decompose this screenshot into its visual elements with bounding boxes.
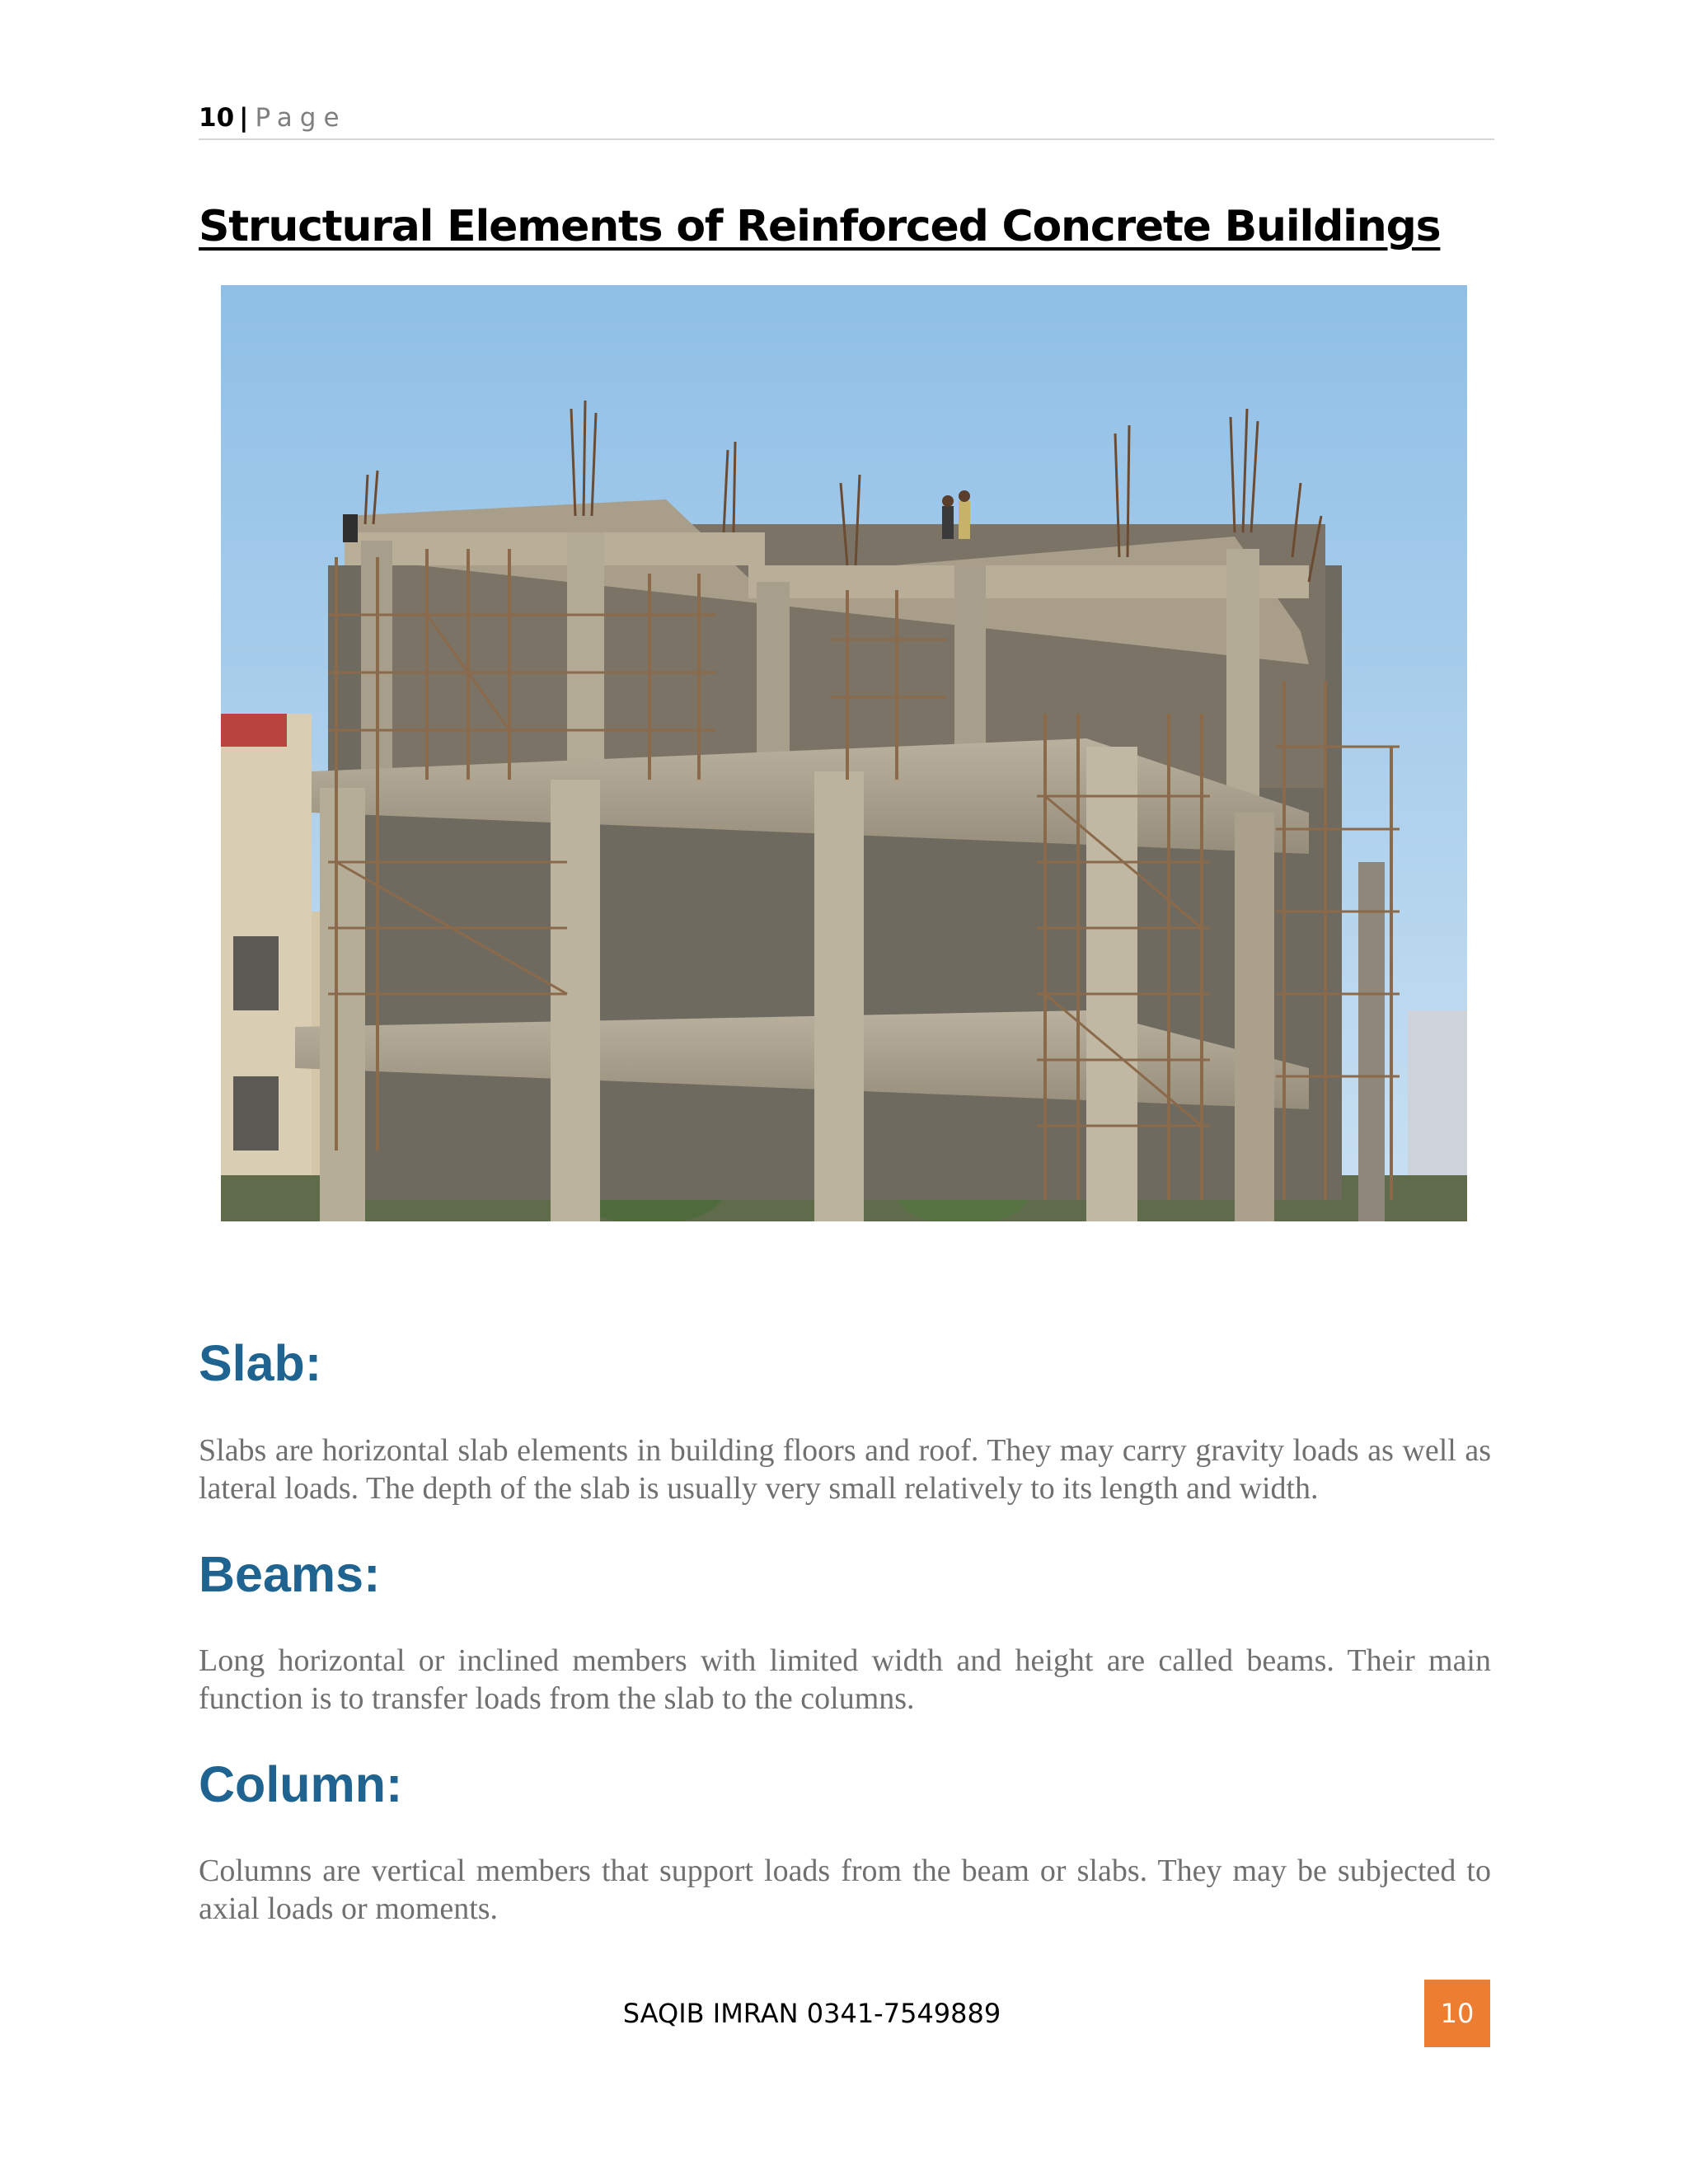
- section-heading-column: Column:: [199, 1756, 403, 1812]
- section-heading-beams: Beams:: [199, 1546, 381, 1602]
- section-body-slab: Slabs are horizontal slab elements in building floors and roof. They may carry gravity loads as well as lateral loads. The depth of the slab is usually very small relatively to its length and width.: [199, 1433, 1491, 1506]
- header-page-word: Page: [255, 103, 347, 133]
- section-body-column: Columns are vertical members that support loads from the beam or slabs. They may be subjected to axial loads or moments.: [199, 1854, 1491, 1926]
- section-heading-slab: Slab:: [199, 1335, 322, 1391]
- construction-photo: [221, 285, 1467, 1221]
- header-separator: |: [239, 103, 249, 133]
- section-body-beams: Long horizontal or inclined members with limited width and height are called beams. Their main function is to transfer loads from the slab to the columns.: [199, 1643, 1491, 1716]
- page-header: [199, 97, 1494, 140]
- document-title: Structural Elements of Reinforced Concrete Buildings: [199, 202, 1441, 251]
- footer-author: SAQIB IMRAN 0341-7549889: [622, 1998, 1001, 2029]
- header-page-number: 10: [199, 103, 235, 133]
- footer-page-badge: 10: [1424, 1980, 1490, 2047]
